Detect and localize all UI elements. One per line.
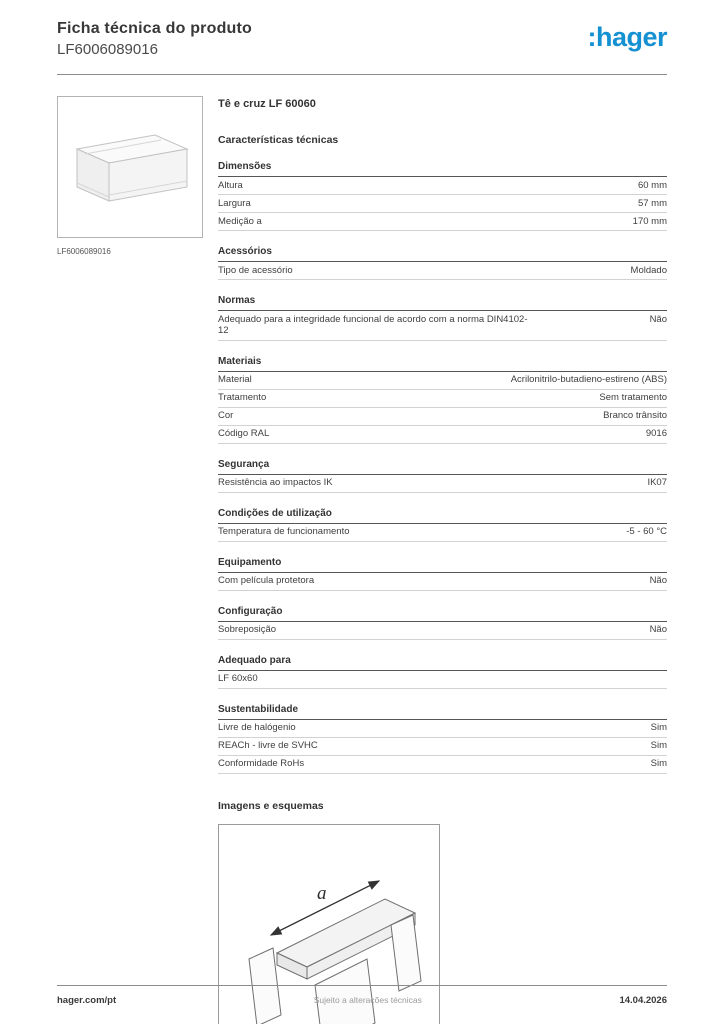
spec-label: Material: [218, 374, 252, 385]
section-title: Materiais: [218, 353, 667, 372]
page-title: Ficha técnica do produto: [57, 20, 253, 37]
spec-label: Tratamento: [218, 392, 267, 403]
spec-row: [218, 475, 667, 493]
section-title: Acessórios: [218, 243, 667, 262]
spec-label: Sobreposição: [218, 624, 277, 635]
spec-row: [218, 671, 667, 689]
spec-section: [218, 243, 667, 280]
spec-value: -5 - 60 °C: [626, 526, 667, 537]
spec-row: [218, 262, 667, 280]
spec-section: [218, 554, 667, 591]
spec-row: [218, 408, 667, 426]
spec-section: [218, 652, 667, 689]
spec-row: [218, 720, 667, 738]
footer: [57, 985, 667, 1006]
spec-section: [218, 158, 667, 231]
spec-row: [218, 213, 667, 231]
spec-label: Medição a: [218, 215, 262, 227]
section-title: Condições de utilização: [218, 505, 667, 524]
spec-value: Branco trânsito: [603, 410, 667, 421]
product-image-column: [57, 96, 203, 1024]
spec-value: 9016: [645, 428, 667, 439]
images-section-title: Imagens e esquemas: [218, 799, 324, 812]
spec-row: [218, 372, 667, 390]
spec-row: [218, 573, 667, 591]
footer-disclaimer: Sujeito a alterações técnicas: [313, 995, 422, 1005]
spec-row: [218, 524, 667, 542]
header: [57, 20, 667, 58]
spec-row: [218, 622, 667, 640]
spec-label: Livre de halógenio: [218, 722, 296, 733]
section-title: Equipamento: [218, 554, 667, 573]
spec-value: Sim: [650, 722, 667, 733]
header-text: [57, 20, 252, 58]
header-divider: [57, 74, 667, 75]
spec-row: [218, 195, 667, 213]
footer-date: 14.04.2026: [619, 995, 667, 1006]
spec-label: REACh - livre de SVHC: [218, 740, 318, 751]
spec-section: [218, 701, 667, 774]
section-title: Configuração: [218, 603, 667, 622]
spec-value: Sim: [650, 758, 667, 769]
spec-section: [218, 456, 667, 493]
spec-section: [218, 353, 667, 444]
spec-label: Conformidade RoHs: [218, 758, 305, 769]
footer-website-link[interactable]: hager.com/pt: [57, 995, 117, 1006]
product-name: Tê e cruz LF 60060: [218, 98, 316, 110]
spec-value: 170 mm: [632, 215, 667, 227]
spec-label: Temperatura de funcionamento: [218, 526, 350, 537]
spec-sections: [218, 158, 667, 774]
spec-value: Não: [649, 624, 667, 635]
spec-row: [218, 390, 667, 408]
spec-label: Com película protetora: [218, 575, 315, 586]
spec-label: Largura: [218, 197, 251, 209]
dimension-a-label: a: [317, 882, 327, 904]
spec-row: [218, 738, 667, 756]
spec-row: [218, 311, 667, 341]
spec-value: 60 mm: [637, 179, 667, 191]
specs-column: [218, 96, 667, 1024]
characteristics-title: Características técnicas: [218, 134, 339, 146]
spec-label: LF 60x60: [218, 673, 258, 684]
spec-row: [218, 177, 667, 195]
spec-label: Código RAL: [218, 428, 270, 439]
spec-label: Resistência ao impactos IK: [218, 477, 333, 488]
product-reference: LF6006089016: [57, 41, 158, 58]
spec-value: Acrilonitrilo-butadieno-estireno (ABS): [510, 374, 667, 385]
section-title: Dimensões: [218, 158, 667, 177]
spec-section: [218, 603, 667, 640]
spec-label: Adequado para a integridade funcional de acordo com a norma DIN4102-12: [218, 313, 528, 336]
spec-label: Tipo de acessório: [218, 264, 293, 276]
content: [57, 96, 667, 1024]
spec-section: [218, 505, 667, 542]
spec-section: [218, 292, 667, 341]
product-image: [57, 96, 203, 238]
spec-value: IK07: [647, 477, 667, 488]
product-drawing-icon: [65, 107, 195, 227]
spec-value: Não: [649, 575, 667, 586]
spec-label: Altura: [218, 179, 243, 191]
section-title: Sustentabilidade: [218, 701, 667, 720]
section-title: Segurança: [218, 456, 667, 475]
spec-value: Sem tratamento: [599, 392, 667, 403]
spec-row: [218, 426, 667, 444]
spec-value: Não: [649, 313, 667, 325]
section-title: Adequado para: [218, 652, 667, 671]
spec-value: 57 mm: [637, 197, 667, 209]
footer-row: [57, 986, 667, 1006]
spec-label: Cor: [218, 410, 234, 421]
section-title: Normas: [218, 292, 667, 311]
hager-logo: :hager: [587, 22, 667, 52]
spec-value: Sim: [650, 740, 667, 751]
spec-row: [218, 756, 667, 774]
product-image-caption: LF6006089016: [57, 247, 111, 256]
spec-value: Moldado: [630, 264, 667, 276]
